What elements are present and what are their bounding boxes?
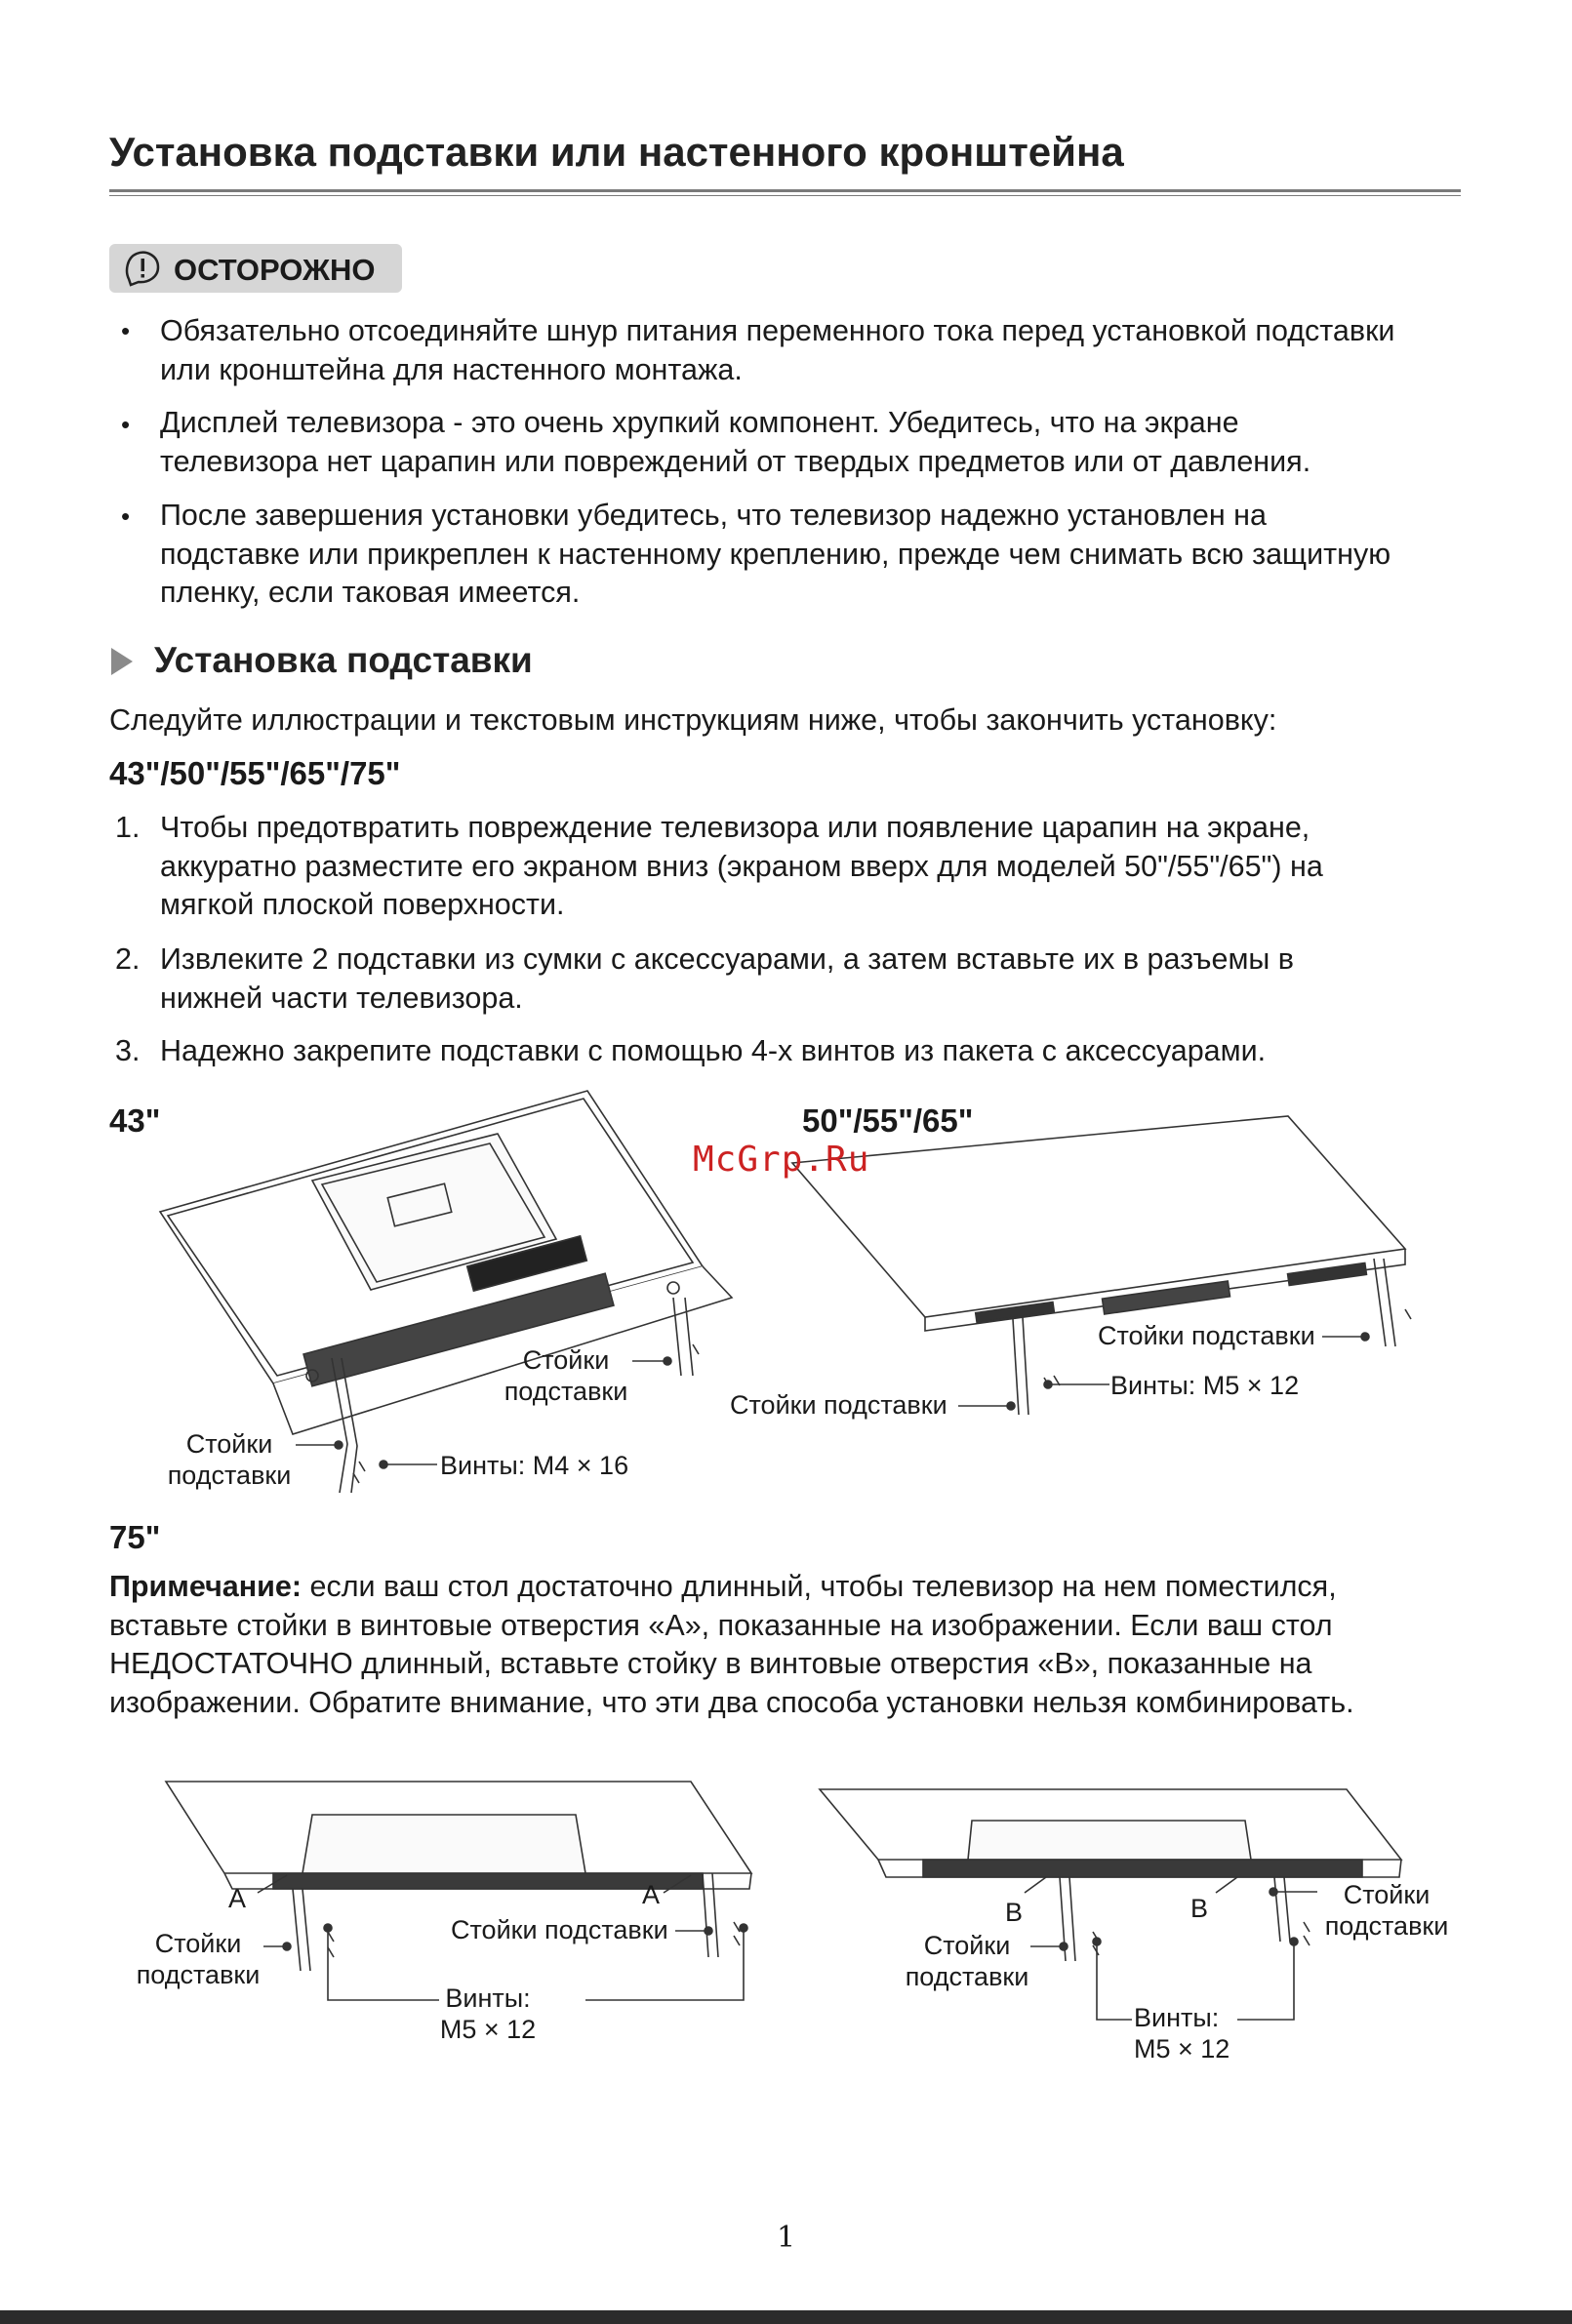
caution-bullet-1: [160, 312, 1394, 389]
figure-75-b-stand-label-left: [894, 1930, 1040, 1992]
label-line: подставки: [136, 1960, 261, 1989]
figure-50-65-stand-label-left: Стойки подставки: [730, 1390, 947, 1420]
step-2-line-1: Извлеките 2 подставки из сумки с аксессуарами, а затем вставьте их в разъемы в: [160, 942, 1295, 976]
figure-75-b-screws-label: [1134, 2002, 1229, 2064]
label-line: Стойки: [923, 1931, 1011, 1960]
figure-75-a-hole-left: A: [228, 1884, 247, 1913]
model-sizes: 43"/50"/55"/65"/75": [109, 755, 401, 791]
figure-75-a-leader-left: [263, 1942, 293, 1951]
label-line: Винты:: [1134, 2003, 1220, 2032]
label-line: Стойки: [522, 1345, 610, 1375]
caution-bullet-3-line-3: пленку, если таковая имеется.: [160, 576, 581, 609]
figure-50-65-leader-screws: [1043, 1380, 1111, 1389]
watermark-text: McGrp.Ru: [693, 1140, 870, 1180]
caution-bullet-2-line-1: Дисплей телевизора - это очень хрупкий компонент. Убедитесь, что на экране: [160, 406, 1239, 439]
bullet-marker: •: [121, 410, 131, 439]
label-line: Стойки: [185, 1429, 273, 1459]
label-line: M5 × 12: [439, 2015, 537, 2044]
label-line: подставки: [1324, 1911, 1449, 1941]
label-line: M5 × 12: [1134, 2034, 1230, 2064]
tv-50-65-illustration: [781, 1112, 1415, 1424]
figure-43-leader-left: [296, 1440, 344, 1450]
step-3-line-1: Надежно закрепите подставки с помощью 4-х винтов из пакета с аксессуарами.: [160, 1034, 1267, 1067]
figure-43-leader-screws: [379, 1460, 437, 1469]
figure-43-stand-label-right: [498, 1344, 634, 1407]
title-rule: [109, 189, 1461, 192]
caution-label: ОСТОРОЖНО: [174, 253, 376, 287]
caution-bullet-3-line-1: После завершения установки убедитесь, что телевизор надежно установлен на: [160, 499, 1267, 532]
section-arrow-icon: [109, 646, 135, 677]
section-75-heading: 75": [109, 1519, 161, 1555]
figure-50-65-heading: 50"/55"/65": [802, 1102, 974, 1139]
caution-bullet-2-line-2: телевизора нет царапин или повреждений от твердых предметов или от давления.: [160, 444, 1311, 478]
step-2: [160, 941, 1294, 1018]
figure-75-b-hole-left: B: [1005, 1898, 1024, 1927]
figure-43-heading: 43": [109, 1102, 161, 1139]
figure-75-a-stand-label-left: [125, 1928, 271, 1990]
caution-badge: [109, 244, 402, 293]
bullet-marker: •: [121, 316, 131, 345]
step-3: [160, 1032, 1266, 1071]
caution-bullet-3: [160, 497, 1391, 613]
label-line: Стойки: [1343, 1880, 1431, 1909]
step-1-line-2: аккуратно разместите его экраном вниз (экраном вверх для моделей 50"/55"/65") на: [160, 849, 1323, 883]
section-intro: Следуйте иллюстрации и текстовым инструкциям ниже, чтобы закончить установку:: [109, 703, 1277, 737]
bullet-marker: •: [121, 501, 131, 531]
section-75-note: [109, 1568, 1354, 1722]
note-text: если ваш стол достаточно длинный, чтобы телевизор на нем поместился,: [302, 1570, 1337, 1603]
label-line: подставки: [905, 1962, 1029, 1991]
figure-75-a-stand-label-right: Стойки подставки: [451, 1915, 668, 1944]
figure-50-65-stand-label-right: Стойки подставки: [1098, 1321, 1315, 1350]
step-number: 1.: [115, 811, 141, 844]
figure-75-b-stand-label-right: [1313, 1879, 1460, 1942]
figure-43-leader-right: [632, 1356, 671, 1366]
figure-50-65-leader-left: [958, 1401, 1017, 1411]
figure-75-b-hole-right: B: [1190, 1894, 1209, 1923]
figure-75-b-leader-right: [1269, 1887, 1317, 1897]
bottom-bar: [0, 2310, 1572, 2324]
step-1-line-3: мягкой плоской поверхности.: [160, 888, 565, 921]
page-number: 1: [777, 2221, 796, 2255]
caution-bullet-2: [160, 404, 1310, 481]
note-label: Примечание:: [109, 1570, 302, 1603]
step-1: [160, 809, 1323, 925]
figure-75-a-screws-label: [420, 1983, 556, 2045]
step-number: 2.: [115, 942, 141, 976]
step-number: 3.: [115, 1034, 141, 1067]
figure-75-b-leader-left: [1030, 1942, 1069, 1951]
section-title: Установка подставки: [154, 640, 533, 680]
label-line: подставки: [167, 1461, 292, 1490]
figure-50-65-screws-label: Винты: M5 × 12: [1110, 1371, 1300, 1400]
label-line: Винты:: [445, 1983, 531, 2013]
note-line-1: [109, 1568, 1354, 1607]
note-line-2: вставьте стойки в винтовые отверстия «A», показанные на изображении. Если ваш стол: [109, 1608, 1333, 1642]
figure-75-a-hole-right: A: [642, 1880, 661, 1909]
step-1-line-1: Чтобы предотвратить повреждение телевизора или появление царапин на экране,: [160, 811, 1310, 844]
title-rule-thin: [109, 195, 1461, 196]
caution-bullet-1-line-1: Обязательно отсоединяйте шнур питания переменного тока перед установкой подставки: [160, 314, 1395, 347]
note-line-3: НЕДОСТАТОЧНО длинный, вставьте стойку в винтовые отверстия «B», показанные на: [109, 1647, 1312, 1680]
caution-bullet-3-line-2: подставке или прикреплен к настенному креплению, прежде чем снимать всю защитную: [160, 537, 1391, 571]
figure-43-screws-label: Винты: M4 × 16: [440, 1451, 629, 1480]
label-line: Стойки: [154, 1929, 242, 1958]
caution-bullet-1-line-2: или кронштейна для настенного монтажа.: [160, 352, 743, 386]
label-line: подставки: [504, 1377, 628, 1406]
page-title: Установка подставки или настенного кронштейна: [109, 129, 1124, 175]
figure-43-stand-label-left: [156, 1428, 302, 1491]
note-line-4: изображении. Обратите внимание, что эти два способа установки нельзя комбинировать.: [109, 1685, 1354, 1719]
warning-icon: [123, 250, 162, 287]
figure-50-65-leader-right: [1322, 1332, 1371, 1342]
step-2-line-2: нижней части телевизора.: [160, 981, 523, 1015]
